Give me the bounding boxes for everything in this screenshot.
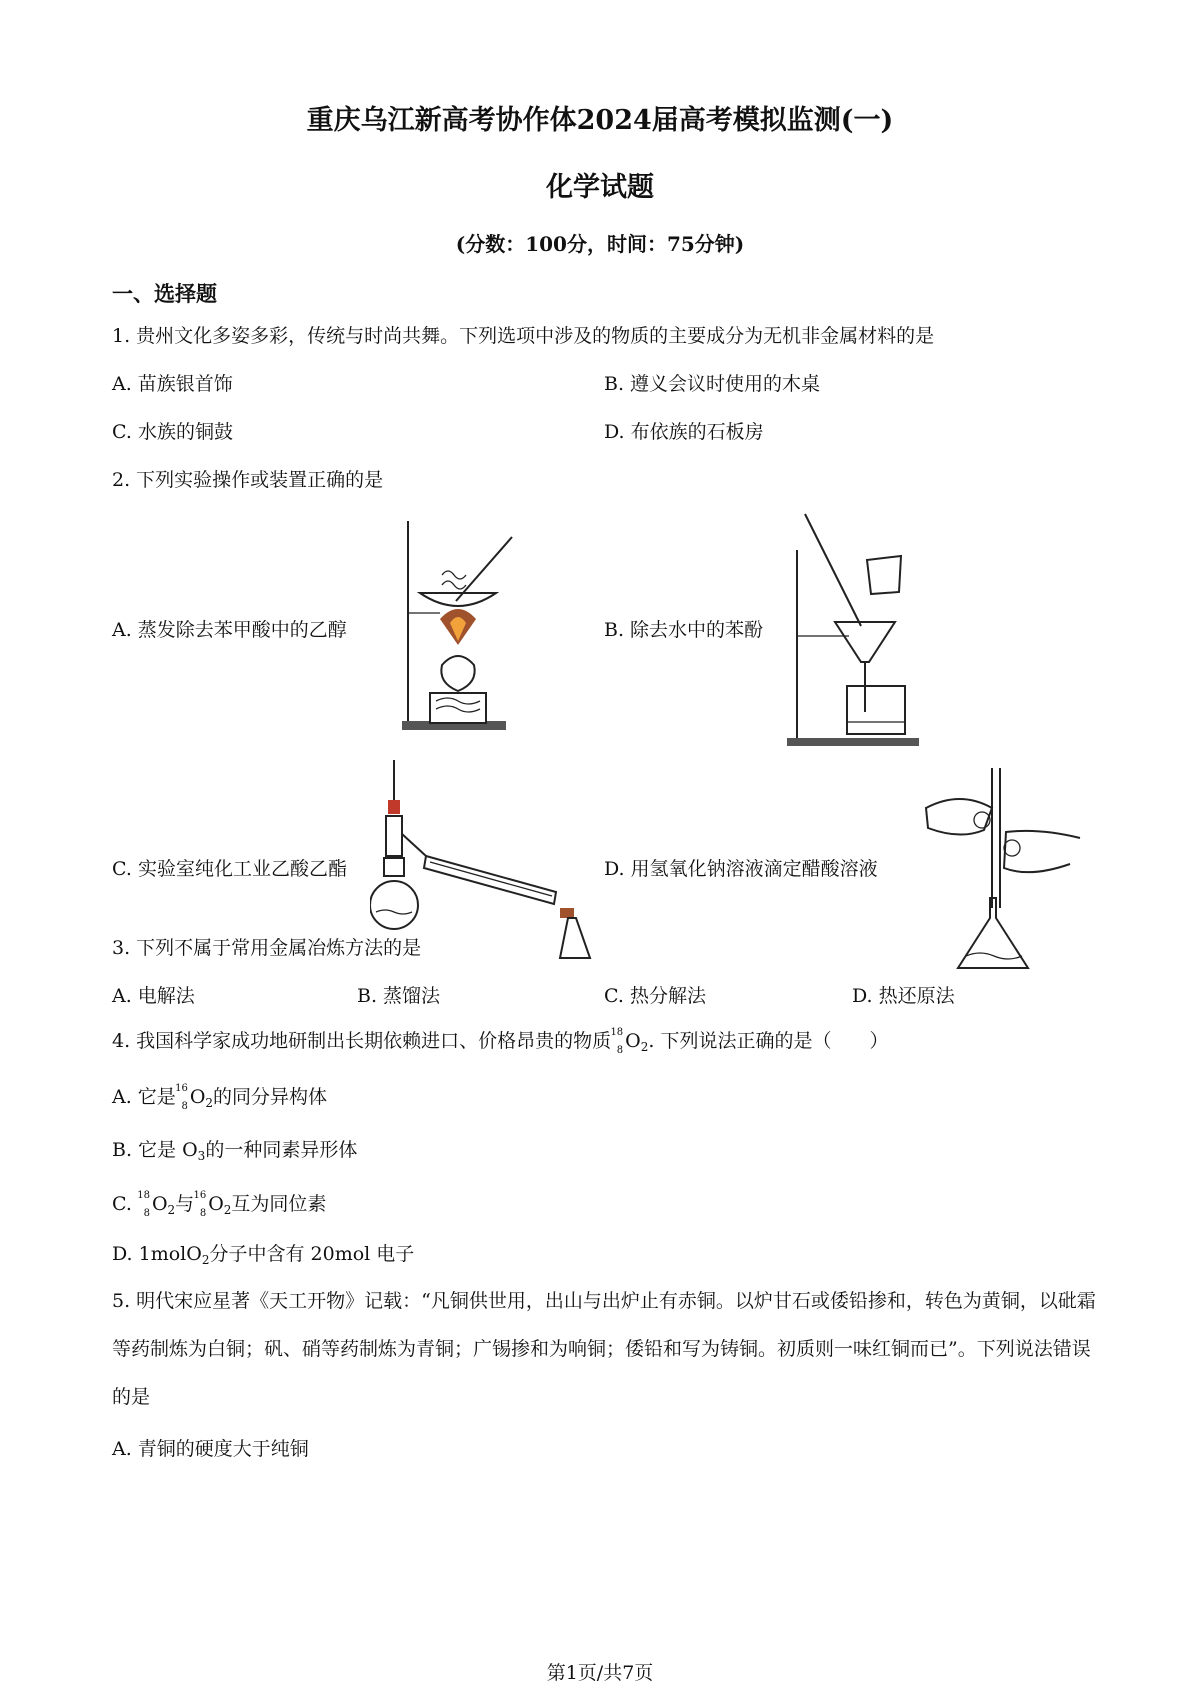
q3-option-c[interactable]: C. 热分解法 xyxy=(604,985,706,1007)
q1-option-a[interactable]: A. 苗族银首饰 xyxy=(112,373,233,395)
q4-stem: 4. 我国科学家成功地研制出长期依赖进口、价格昂贵的物质 18 8 $O_2$. 下列说法正确的是（ ） xyxy=(112,1027,889,1056)
q3-option-d[interactable]: D. 热还原法 xyxy=(852,985,955,1007)
exam-subject: 化学试题 xyxy=(546,172,654,203)
q2-stem: 2. 下列实验操作或装置正确的是 xyxy=(112,469,384,491)
q1-option-d[interactable]: D. 布依族的石板房 xyxy=(604,421,764,443)
q3-option-a[interactable]: A. 电解法 xyxy=(112,985,195,1007)
q2-option-d[interactable]: D. 用氢氧化钠溶液滴定醋酸溶液 xyxy=(604,858,878,880)
q3-option-b[interactable]: B. 蒸馏法 xyxy=(357,985,441,1007)
q4-option-d[interactable]: D. 1molO$_2$分子中含有 20mol 电子 xyxy=(112,1243,415,1267)
q2-option-b[interactable]: B. 除去水中的苯酚 xyxy=(604,619,764,641)
exam-title: 重庆乌江新高考协作体2024届高考模拟监测(一) xyxy=(306,105,894,136)
q1-option-c[interactable]: C. 水族的铜鼓 xyxy=(112,421,233,443)
filtration-apparatus-figure xyxy=(775,510,935,750)
q2-option-a[interactable]: A. 蒸发除去苯甲酸中的乙醇 xyxy=(112,619,347,641)
isotope-notation: 18 8 xyxy=(610,1027,624,1056)
q5-stem: 5. 明代宋应星著《天工开物》记载：“凡铜供世用，出山与出炉止有赤铜。以炉甘石或倭铅掺和，转色为黄铜，以砒霜等药制炼为白铜；矾、硝等药制炼为青铜；广锡掺和为响铜；倭铅和写为铸铜。初质则一味红铜而已”。下列说法错误的是 xyxy=(112,1290,1096,1408)
q1-stem: 1. 贵州文化多姿多彩，传统与时尚共舞。下列选项中涉及的物质的主要成分为无机非金属材料的是 xyxy=(112,325,935,347)
q4-option-c[interactable]: C. 18 8 $O_2$与 16 8 $O_2$互为同位素 xyxy=(112,1190,327,1219)
q4-option-a[interactable]: A. 它是 16 8 $O_2$的同分异构体 xyxy=(112,1083,328,1112)
q4-option-b[interactable]: B. 它是 $O_3$的一种同素异形体 xyxy=(112,1139,358,1163)
q2-option-c[interactable]: C. 实验室纯化工业乙酸乙酯 xyxy=(112,858,347,880)
q1-option-b[interactable]: B. 遵义会议时使用的木桌 xyxy=(604,373,821,395)
page-number: 第1页/共7页 xyxy=(546,1662,654,1684)
q5-option-a[interactable]: A. 青铜的硬度大于纯铜 xyxy=(112,1438,309,1460)
section-title: 一、选择题 xyxy=(112,281,217,306)
exam-info: (分数：100分，时间：75分钟) xyxy=(455,232,745,256)
titration-figure xyxy=(920,768,1090,988)
q3-stem: 3. 下列不属于常用金属冶炼方法的是 xyxy=(112,937,422,959)
evaporation-apparatus-figure xyxy=(400,515,530,735)
